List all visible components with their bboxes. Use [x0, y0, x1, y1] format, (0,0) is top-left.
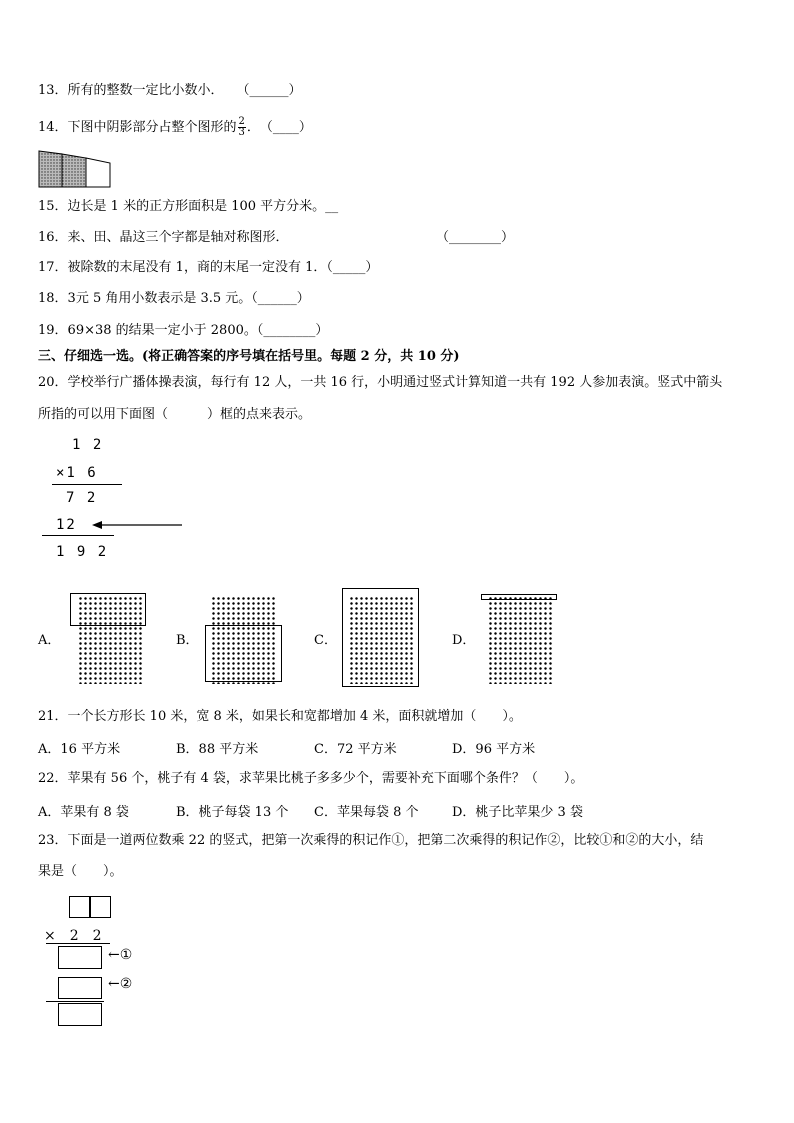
question-14-text: 14．下图中阴影部分占整个图形的	[38, 120, 237, 135]
mult-rule-2	[46, 1001, 104, 1002]
question-15: 15．边长是 1 米的正方形面积是 100 平方分米。__	[38, 199, 339, 214]
mark-1: ←①	[108, 947, 133, 963]
question-14	[38, 117, 312, 138]
question-18: 18．3元 5 角用小数表示是 3.5 元。（______）	[38, 291, 310, 306]
multiplier: × 2 2	[44, 928, 102, 944]
digit-box-tens	[69, 896, 90, 918]
question-20-line-1: 20．学校举行广播体操表演，每行有 12 人，一共 16 行，小明通过竖式计算知道一共有 192 人参加表演。竖式中箭头	[38, 375, 723, 390]
calc-row-3: 7 2	[66, 490, 98, 506]
fraction	[238, 117, 246, 138]
q22-option-b: B．桃子每袋 13 个	[176, 805, 289, 820]
calc-row-2: ×1 6	[56, 465, 98, 481]
product-box-1	[58, 946, 102, 969]
result-box	[58, 1003, 102, 1026]
calc-rule-2	[42, 535, 114, 536]
frame-c	[342, 588, 419, 687]
dot-grid-d	[488, 596, 553, 684]
question-23-line-2: 果是（ ）。	[38, 864, 123, 879]
frame-d	[481, 594, 557, 600]
q22-option-a: A．苹果有 8 袋	[38, 805, 129, 820]
calc-row-5: 1 9 2	[56, 544, 109, 560]
option-c-label: C．	[314, 633, 337, 648]
mark-2: ←②	[108, 976, 133, 992]
question-22: 22．苹果有 56 个，桃子有 4 袋，求苹果比桃子多多少个，需要补充下面哪个条件？（ ）。	[38, 771, 584, 786]
product-box-2	[58, 977, 102, 999]
section-3-heading: 三、仔细选一选。(将正确答案的序号填在括号里。每题 2 分，共 10 分)	[38, 349, 460, 364]
calc-rule-1	[52, 484, 122, 485]
digit-box-ones	[90, 896, 111, 918]
shaded-part-2	[62, 154, 86, 187]
frame-b	[205, 625, 282, 682]
shaded-part-1	[39, 151, 62, 187]
option-a-label: A．	[38, 633, 61, 648]
q21-option-b: B．88 平方米	[176, 742, 259, 757]
calc-row-1: 1 2	[72, 437, 104, 453]
question-13: 13．所有的整数一定比小数小． （______）	[38, 83, 302, 98]
calc-row-4: 12	[56, 517, 77, 533]
q21-option-a: A．16 平方米	[38, 742, 121, 757]
question-14-blank: ． （____）	[246, 120, 312, 135]
option-d-label: D．	[452, 633, 476, 648]
question-20-line-2: 所指的可以用下面图（ ）框的点来表示。	[38, 407, 312, 422]
question-16: 16．来、田、晶这三个字都是轴对称图形．	[38, 230, 289, 245]
q21-option-d: D．96 平方米	[452, 742, 536, 757]
q21-option-c: C．72 平方米	[314, 742, 397, 757]
q22-option-c: C．苹果每袋 8 个	[314, 805, 419, 820]
fraction-denominator: 3	[238, 127, 245, 138]
option-b-label: B．	[176, 633, 199, 648]
question-19: 19．69×38 的结果一定小于 2800。（________）	[38, 323, 329, 338]
arrow-icon	[92, 518, 184, 532]
question-17: 17．被除数的末尾没有 1，商的末尾一定没有 1．（_____）	[38, 260, 379, 275]
question-16-blank: （________）	[436, 230, 515, 245]
shaded-figure	[38, 150, 113, 188]
mult-rule-1	[46, 943, 110, 944]
unshaded-part	[86, 158, 110, 187]
question-23-line-1: 23．下面是一道两位数乘 22 的竖式，把第一次乘得的积记作①，把第二次乘得的积记作②，比较①和②的大小，结	[38, 833, 704, 848]
fraction-numerator: 2	[238, 116, 245, 127]
frame-a	[70, 593, 146, 626]
question-21: 21．一个长方形长 10 米，宽 8 米，如果长和宽都增加 4 米，面积就增加（ ）。	[38, 709, 522, 724]
q22-option-d: D．桃子比苹果少 3 袋	[452, 805, 583, 820]
